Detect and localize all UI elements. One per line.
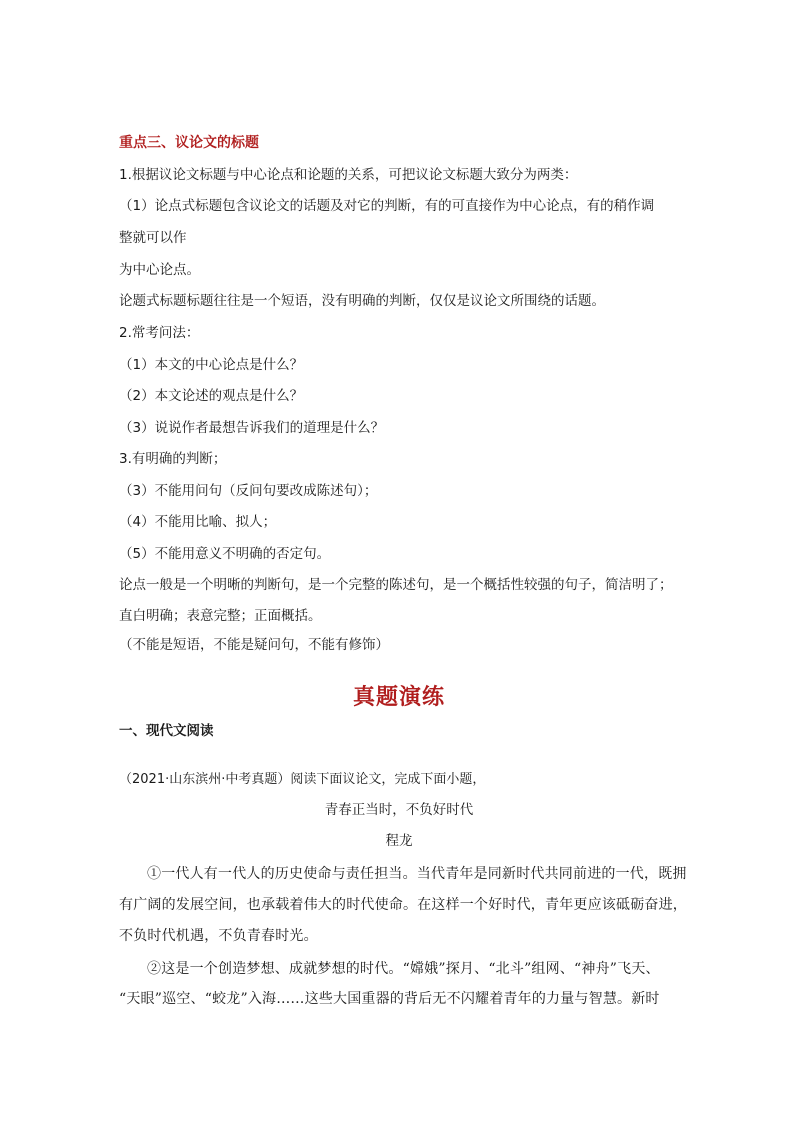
text-line: （2）本文论述的观点是什么？	[119, 388, 304, 404]
text-line: （5）不能用意义不明确的否定句。	[119, 546, 331, 562]
text-line: （3）不能用问句（反问句要改成陈述句）；	[119, 483, 378, 499]
text-line: （3）说说作者最想告诉我们的道理是什么？	[119, 420, 385, 436]
article-title: 青春正当时，不负好时代	[324, 802, 474, 818]
subsection-heading: 一、现代文阅读	[119, 723, 214, 739]
source-line: （2021·山东滨州·中考真题）阅读下面议论文，完成下面小题，	[119, 772, 486, 787]
text-line: 直白明确；表意完整；正面概括。	[119, 608, 322, 624]
section-heading: 重点三、议论文的标题	[119, 135, 259, 151]
paragraph-line: ②这是一个创造梦想、成就梦想的时代。“嫦娥”探月、“北斗”组网、“神舟”飞天、	[147, 961, 660, 977]
text-line: 论题式标题标题往往是一个短语，没有明确的判断，仅仅是议论文所围绕的话题。	[119, 293, 605, 309]
text-line: （不能是短语，不能是疑问句，不能有修饰）	[119, 637, 389, 653]
text-line: 2.常考问法：	[119, 325, 200, 341]
practice-title: 真题演练	[352, 685, 445, 710]
text-line: 3.有明确的判断；	[119, 451, 227, 467]
text-line: 整就可以作	[119, 230, 187, 246]
text-line: （1）本文的中心论点是什么？	[119, 357, 304, 373]
text-line: 论点一般是一个明晰的判断句，是一个完整的陈述句，是一个概括性较强的句子，简洁明了；	[119, 577, 673, 593]
text-line: （1）论点式标题包含议论文的话题及对它的判断，有的可直接作为中心论点，有的稍作调	[119, 198, 655, 214]
paragraph-line: ①一代人有一代人的历史使命与责任担当。当代青年是同新时代共同前进的一代，既拥	[147, 866, 687, 882]
article-author: 程龙	[385, 833, 413, 849]
text-line: 为中心论点。	[119, 262, 200, 278]
paragraph-line: 不负时代机遇，不负青春时光。	[119, 928, 318, 944]
text-line: 1.根据议论文标题与中心论点和论题的关系，可把议论文标题大致分为两类：	[119, 167, 578, 183]
paragraph-line: “天眼”巡空、“蛟龙”入海……这些大国重器的背后无不闪耀着青年的力量与智慧。新时	[119, 991, 660, 1007]
text-line: （4）不能用比喻、拟人；	[119, 514, 277, 530]
paragraph-line: 有广阔的发展空间，也承载着伟大的时代使命。在这样一个好时代，青年更应该砥砺奋进，	[119, 897, 687, 913]
